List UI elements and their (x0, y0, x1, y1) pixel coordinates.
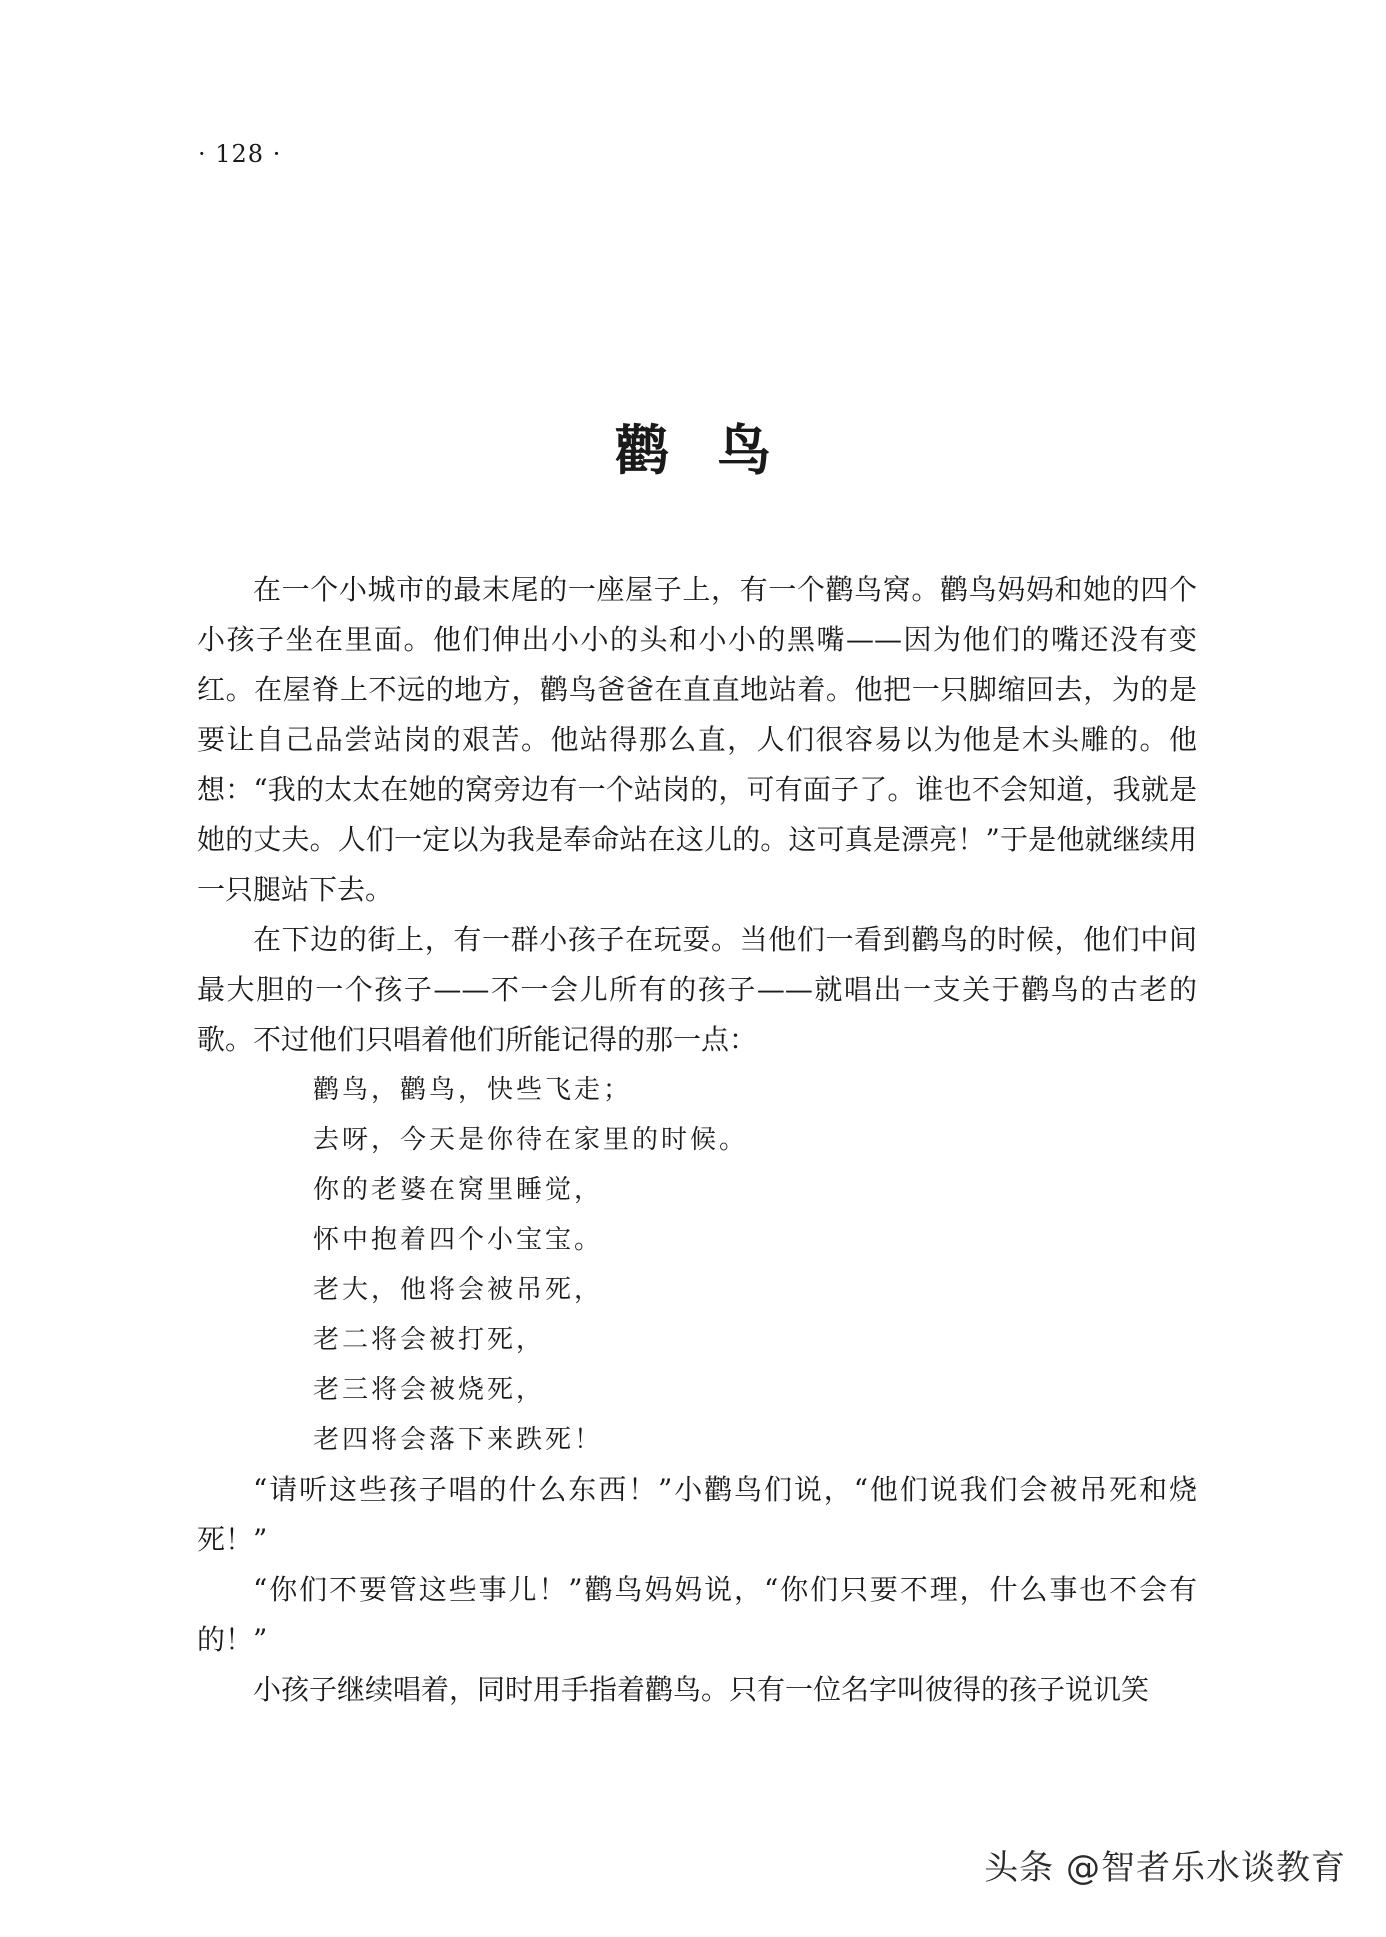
verse-line: 老四将会落下来跌死！ (313, 1425, 604, 1455)
paragraph: “请听这些孩子唱的什么东西！”小鹳鸟们说，“他们说我们会被吊死和烧死！” (197, 1473, 1197, 1556)
verse-line: 老三将会被烧死， (313, 1375, 546, 1405)
body-text (197, 565, 1197, 1715)
paragraph: 在下边的街上，有一群小孩子在玩耍。当他们一看到鹳鸟的时候，他们中间最大胆的一个孩子——不一会儿所有的孩子——就唱出一支关于鹳鸟的古老的歌。不过他们只唱着他们所能记得的那一点： (197, 923, 1197, 1056)
verse-line: 鹳鸟，鹳鸟，快些飞走； (313, 1075, 633, 1105)
verse-line: 老二将会被打死， (313, 1325, 546, 1355)
verse-line: 怀中抱着四个小宝宝。 (313, 1225, 604, 1255)
verse-line: 你的老婆在窝里睡觉， (313, 1175, 604, 1205)
paragraph: “你们不要管这些事儿！”鹳鸟妈妈说，“你们只要不理，什么事也不会有的！” (197, 1573, 1197, 1656)
chapter-title: 鹳鸟 (615, 418, 819, 483)
verse-line: 老大，他将会被吊死， (313, 1275, 604, 1305)
paragraph: 小孩子继续唱着，同时用手指着鹳鸟。只有一位名字叫彼得的孩子说讥笑 (253, 1673, 1150, 1706)
verse-line: 去呀，今天是你待在家里的时候。 (313, 1125, 749, 1155)
page-number: · 128 · (198, 140, 282, 168)
paragraph: 在一个小城市的最末尾的一座屋子上，有一个鹳鸟窝。鹳鸟妈妈和她的四个小孩子坐在里面。他们伸出小小的头和小小的黑嘴——因为他们的嘴还没有变红。在屋脊上不远的地方，鹳鸟爸爸在直直地站着。他把一只脚缩回去，为的是要让自己品尝站岗的艰苦。他站得那么直，人们很容易以为他是木头雕的。他想：“我的太太在她的窝旁边有一个站岗的，可有面子了。谁也不会知道，我就是她的丈夫。人们一定以为我是奉命站在这儿的。这可真是漂亮！”于是他就继续用一只腿站下去。 (197, 573, 1197, 906)
song-verse (197, 1065, 1197, 1465)
watermark: 头条 @智者乐水谈教育 (984, 1848, 1346, 1888)
